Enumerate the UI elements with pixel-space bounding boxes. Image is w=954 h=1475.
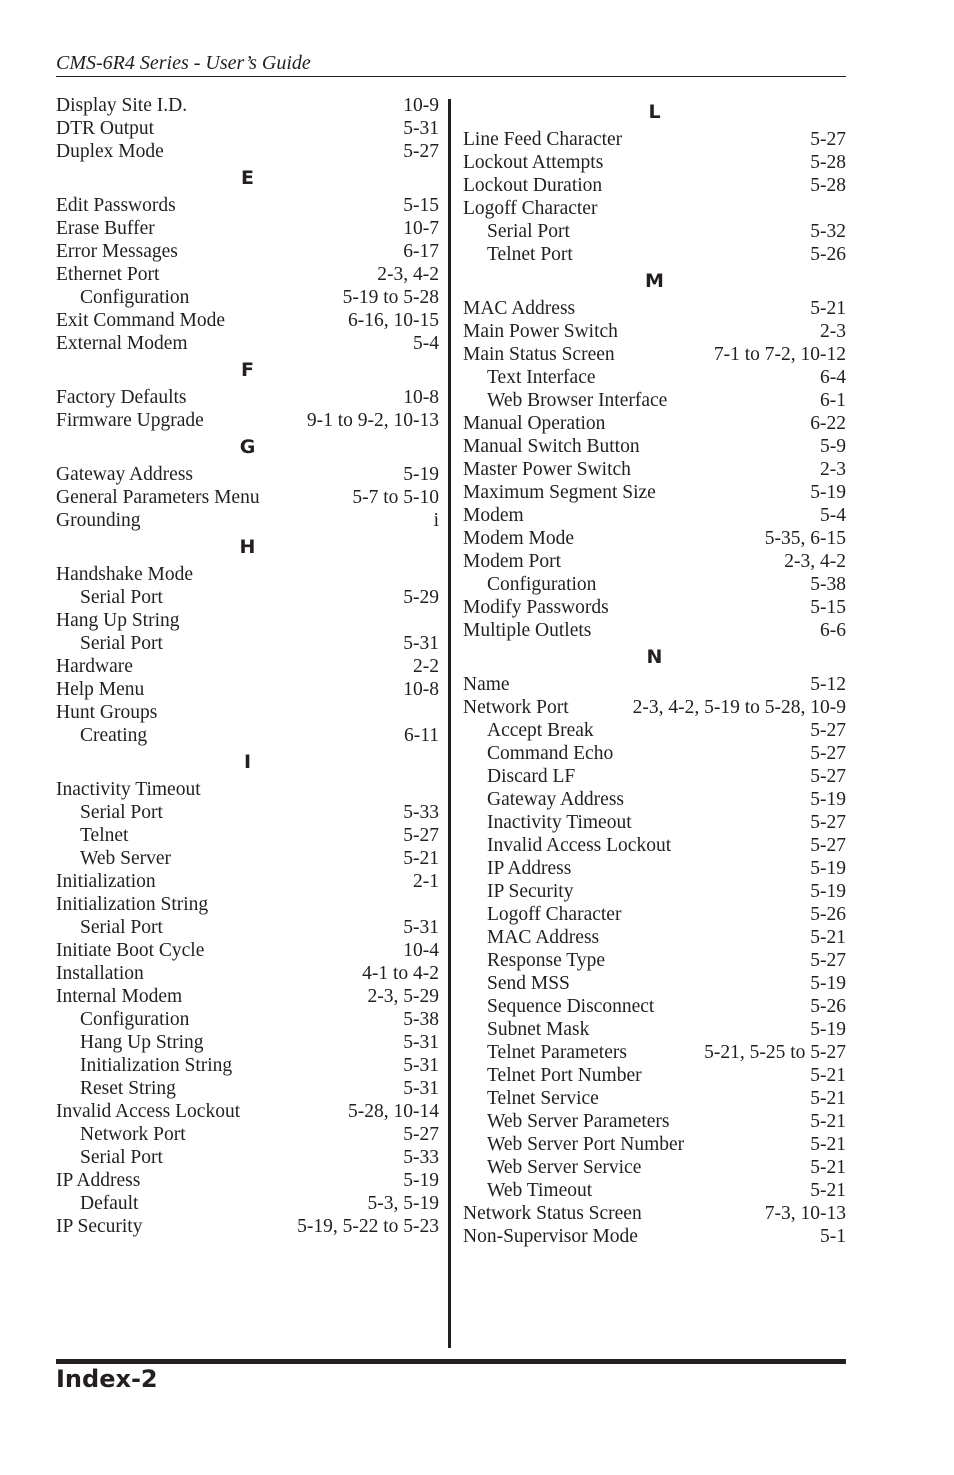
index-subentry [56,1077,439,1100]
index-page-refs: 5-21 [403,848,439,869]
index-term: Manual Switch Button [463,436,640,457]
index-page-refs: 10-8 [403,387,439,408]
index-term: Accept Break [487,720,594,741]
index-page-refs: 6-22 [810,413,846,434]
index-term: Multiple Outlets [463,620,592,641]
index-entry [463,458,846,481]
index-entry [56,778,439,801]
index-page-refs: 5-19 [810,1019,846,1040]
index-term: Web Server Parameters [487,1111,670,1132]
index-term: Configuration [80,287,190,308]
index-page-refs: 7-1 to 7-2, 10-12 [713,344,846,365]
index-page-refs: 5-4 [413,333,439,354]
index-letter-heading: L [648,101,661,123]
index-page-refs: 5-27 [810,766,846,787]
index-entry [56,94,439,117]
index-term: Telnet Port [487,244,573,265]
index-term: Main Power Switch [463,321,618,342]
index-subentry [463,573,846,596]
index-page-refs: 10-8 [403,679,439,700]
index-page-refs: 10-7 [403,218,439,239]
index-term: Hunt Groups [56,702,158,723]
index-entry [463,412,846,435]
index-subentry [56,1054,439,1077]
index-page-refs: 10-4 [403,940,439,961]
index-page-refs: 5-26 [810,244,846,265]
index-term: Erase Buffer [56,218,155,239]
index-entry [56,332,439,355]
index-entry [463,320,846,343]
index-term: Text Interface [487,367,596,388]
index-term: Installation [56,963,144,984]
index-page-refs: 5-19 [810,858,846,879]
index-term: Creating [80,725,148,746]
index-page-refs: 5-9 [820,436,846,457]
index-page-refs: 5-21 [810,1180,846,1201]
index-entry [56,1215,439,1238]
index-subentry [463,926,846,949]
page-number: Index-2 [56,1365,158,1393]
index-term: IP Address [56,1170,141,1191]
index-letter-heading: G [239,436,256,458]
index-subentry [463,1064,846,1087]
index-subentry [463,811,846,834]
index-term: IP Security [487,881,574,902]
index-term: Sequence Disconnect [487,996,655,1017]
index-entry [56,240,439,263]
index-page-refs: 5-7 to 5-10 [352,487,439,508]
index-subentry [463,857,846,880]
index-term: Configuration [80,1009,190,1030]
index-entry [463,343,846,366]
index-page-refs: 2-3, 4-2, 5-19 to 5-28, 10-9 [632,697,846,718]
index-page-refs: 5-28 [810,152,846,173]
index-term: Initialization String [56,894,209,915]
index-term: Invalid Access Lockout [487,835,672,856]
index-term: Exit Command Mode [56,310,225,331]
index-page-refs: 5-28, 10-14 [348,1101,439,1122]
index-page-refs: 9-1 to 9-2, 10-13 [306,410,439,431]
index-term: Serial Port [487,221,570,242]
index-letter-heading: E [241,167,254,189]
index-entry [56,463,439,486]
index-term: Hang Up String [56,610,180,631]
index-page-refs: 5-21 [810,927,846,948]
index-page-refs: 5-27 [810,720,846,741]
index-entry [56,678,439,701]
index-page-refs: 2-3 [820,321,846,342]
index-page-refs: 5-19 [403,1170,439,1191]
index-page-refs: 5-21 [810,1157,846,1178]
index-term: Gateway Address [487,789,625,810]
index-term: Modem [463,505,524,526]
index-page-refs: 5-1 [820,1226,846,1247]
index-page-refs: 5-31 [403,1055,439,1076]
index-page-refs: 7-3, 10-13 [764,1203,846,1224]
index-subentry [463,1179,846,1202]
index-subentry [463,788,846,811]
index-page-refs: 6-4 [820,367,846,388]
index-entry [463,481,846,504]
index-subentry [463,1156,846,1179]
index-entry [56,263,439,286]
index-page-refs: 5-19, 5-22 to 5-23 [297,1216,439,1237]
index-letter-heading: H [239,536,256,558]
index-term: External Modem [56,333,188,354]
index-term: Network Status Screen [463,1203,642,1224]
index-term: Serial Port [80,917,163,938]
index-page-refs: 5-38 [403,1009,439,1030]
index-entry [56,140,439,163]
index-term: Telnet [80,825,129,846]
index-term: Initialization [56,871,156,892]
index-term: General Parameters Menu [56,487,260,508]
footer-rule [56,1359,846,1364]
index-entry [56,893,439,916]
index-term: Modem Mode [463,528,575,549]
index-subentry [463,949,846,972]
index-term: Web Server [80,848,172,869]
index-term: Handshake Mode [56,564,194,585]
index-page-refs: 5-19 to 5-28 [342,287,439,308]
index-subentry [56,632,439,655]
index-entry [463,435,846,458]
index-subentry [463,366,846,389]
index-term: Initiate Boot Cycle [56,940,205,961]
index-page-refs: 6-11 [403,725,439,746]
index-page-refs: 5-31 [403,1032,439,1053]
index-entry [463,128,846,151]
index-term: IP Address [487,858,572,879]
index-term: Modem Port [463,551,562,572]
index-subentry [56,847,439,870]
index-subentry [463,834,846,857]
index-subentry [463,389,846,412]
index-entry [463,696,846,719]
index-entry [463,596,846,619]
index-page-refs: 6-1 [820,390,846,411]
index-entry [463,527,846,550]
index-column-left [56,94,439,1238]
index-page-refs: 6-16, 10-15 [348,310,439,331]
index-subentry [56,724,439,747]
index-term: Telnet Parameters [487,1042,627,1063]
index-term: Lockout Attempts [463,152,604,173]
index-entry [56,194,439,217]
index-term: Internal Modem [56,986,183,1007]
index-term: Grounding [56,510,141,531]
index-term: Display Site I.D. [56,95,188,116]
index-page-refs: 5-12 [810,674,846,695]
index-entry [56,117,439,140]
index-letter-heading: N [646,646,663,668]
column-divider [448,99,451,1348]
index-page-refs: 10-9 [403,95,439,116]
index-term: Serial Port [80,802,163,823]
index-subentry [463,765,846,788]
index-term: Web Server Service [487,1157,642,1178]
index-entry [463,197,846,220]
index-entry [463,297,846,320]
index-entry [56,609,439,632]
index-term: Telnet Service [487,1088,599,1109]
index-page-refs: 5-31 [403,633,439,654]
index-page-refs: 6-6 [820,620,846,641]
index-term: Hardware [56,656,133,677]
index-term: Help Menu [56,679,145,700]
index-entry [463,1202,846,1225]
index-page-refs: 5-26 [810,996,846,1017]
index-entry [56,962,439,985]
index-entry [463,151,846,174]
index-entry [463,619,846,642]
index-page-refs: 5-21 [810,1134,846,1155]
index-letter-heading: F [241,359,254,381]
index-subentry [463,1041,846,1064]
index-subentry [56,1031,439,1054]
index-term: Edit Passwords [56,195,176,216]
index-term: Serial Port [80,633,163,654]
index-term: Web Server Port Number [487,1134,685,1155]
index-subentry [463,995,846,1018]
index-page-refs: 2-3, 4-2 [784,551,846,572]
index-page-refs: 2-3, 5-29 [367,986,439,1007]
index-term: Response Type [487,950,605,971]
index-page-refs: 5-27 [403,141,439,162]
index-entry [56,870,439,893]
index-entry [56,1100,439,1123]
index-subentry [56,1123,439,1146]
index-page-refs: 5-27 [810,743,846,764]
index-page-refs: 5-19 [810,881,846,902]
index-letter-heading: M [645,270,664,292]
index-entry [56,409,439,432]
index-term: MAC Address [463,298,576,319]
index-subentry [463,1018,846,1041]
index-term: MAC Address [487,927,600,948]
index-entry [463,504,846,527]
index-page-refs: 5-21 [810,298,846,319]
index-term: Network Port [80,1124,186,1145]
index-term: Duplex Mode [56,141,164,162]
index-page-refs: 5-29 [403,587,439,608]
index-entry [463,673,846,696]
index-page-refs: 5-19 [810,789,846,810]
index-page-refs: 5-28 [810,175,846,196]
index-subentry [463,742,846,765]
index-page-refs: 5-19 [810,973,846,994]
index-page-refs: 2-3 [820,459,846,480]
index-page-refs: 5-19 [403,464,439,485]
index-term: Name [463,674,510,695]
index-term: Master Power Switch [463,459,631,480]
index-entry [56,509,439,532]
index-term: Maximum Segment Size [463,482,656,503]
index-subentry [463,903,846,926]
index-term: Ethernet Port [56,264,160,285]
index-page-refs: 2-2 [413,656,439,677]
index-term: Serial Port [80,1147,163,1168]
index-page-refs: 5-3, 5-19 [367,1193,439,1214]
index-subentry [56,1008,439,1031]
index-term: Reset String [80,1078,176,1099]
index-term: Error Messages [56,241,178,262]
index-page-refs: 5-21 [810,1088,846,1109]
index-term: Invalid Access Lockout [56,1101,241,1122]
index-term: Telnet Port Number [487,1065,642,1086]
index-term: Line Feed Character [463,129,623,150]
index-term: Inactivity Timeout [487,812,632,833]
index-entry [56,939,439,962]
index-term: Default [80,1193,139,1214]
running-header: CMS-6R4 Series - User’s Guide [56,52,311,74]
index-entry [463,550,846,573]
index-page-refs: 2-3, 4-2 [377,264,439,285]
index-page-refs: 5-27 [403,825,439,846]
index-page-refs: 5-27 [810,835,846,856]
index-term: Subnet Mask [487,1019,590,1040]
index-page-refs: i [433,510,439,531]
index-term: Serial Port [80,587,163,608]
index-page-refs: 5-35, 6-15 [764,528,846,549]
index-term: Command Echo [487,743,614,764]
index-term: Gateway Address [56,464,194,485]
index-entry [56,386,439,409]
index-column-right [463,97,846,1248]
index-term: Discard LF [487,766,576,787]
index-subentry [463,220,846,243]
header-rule [56,76,846,77]
index-term: IP Security [56,1216,143,1237]
index-subentry [463,1110,846,1133]
index-page-refs: 5-19 [810,482,846,503]
index-page-refs: 5-21, 5-25 to 5-27 [704,1042,846,1063]
index-page-refs: 2-1 [413,871,439,892]
index-subentry [56,801,439,824]
index-page-refs: 5-38 [810,574,846,595]
index-entry [463,1225,846,1248]
index-page-refs: 5-21 [810,1111,846,1132]
index-page-refs: 5-27 [810,812,846,833]
index-entry [56,985,439,1008]
index-term: Web Browser Interface [487,390,668,411]
index-subentry [56,1192,439,1215]
index-subentry [463,972,846,995]
index-term: Initialization String [80,1055,233,1076]
index-term: Manual Operation [463,413,606,434]
index-term: Modify Passwords [463,597,609,618]
index-entry [56,701,439,724]
index-page-refs: 5-32 [810,221,846,242]
index-term: Network Port [463,697,569,718]
index-term: Factory Defaults [56,387,187,408]
index-term: Firmware Upgrade [56,410,204,431]
index-subentry [56,916,439,939]
index-term: Configuration [487,574,597,595]
index-page-refs: 5-33 [403,1147,439,1168]
index-subentry [56,586,439,609]
index-term: Inactivity Timeout [56,779,201,800]
index-entry [56,1169,439,1192]
index-subentry [463,719,846,742]
index-page-refs: 5-4 [820,505,846,526]
index-term: Send MSS [487,973,570,994]
index-page-refs: 6-17 [403,241,439,262]
index-letter-heading: I [243,751,252,773]
index-subentry [463,243,846,266]
index-term: Main Status Screen [463,344,615,365]
index-page-refs: 5-27 [403,1124,439,1145]
index-entry [56,309,439,332]
index-subentry [56,824,439,847]
index-page-refs: 4-1 to 4-2 [362,963,439,984]
index-subentry [463,880,846,903]
index-term: DTR Output [56,118,155,139]
index-page-refs: 5-33 [403,802,439,823]
index-page-refs: 5-31 [403,1078,439,1099]
index-term: Logoff Character [463,198,598,219]
index-term: Web Timeout [487,1180,593,1201]
index-page-refs: 5-31 [403,917,439,938]
index-page-refs: 5-26 [810,904,846,925]
index-page-refs: 5-15 [403,195,439,216]
index-subentry [463,1133,846,1156]
index-entry [56,655,439,678]
index-page-refs: 5-27 [810,129,846,150]
index-term: Hang Up String [80,1032,204,1053]
index-term: Non-Supervisor Mode [463,1226,638,1247]
index-page-refs: 5-21 [810,1065,846,1086]
index-subentry [56,1146,439,1169]
index-entry [463,174,846,197]
index-subentry [56,286,439,309]
index-subentry [463,1087,846,1110]
index-entry [56,563,439,586]
index-page-refs: 5-31 [403,118,439,139]
index-term: Logoff Character [487,904,622,925]
index-term: Lockout Duration [463,175,603,196]
index-entry [56,486,439,509]
index-page-refs: 5-27 [810,950,846,971]
index-page-refs: 5-15 [810,597,846,618]
index-entry [56,217,439,240]
